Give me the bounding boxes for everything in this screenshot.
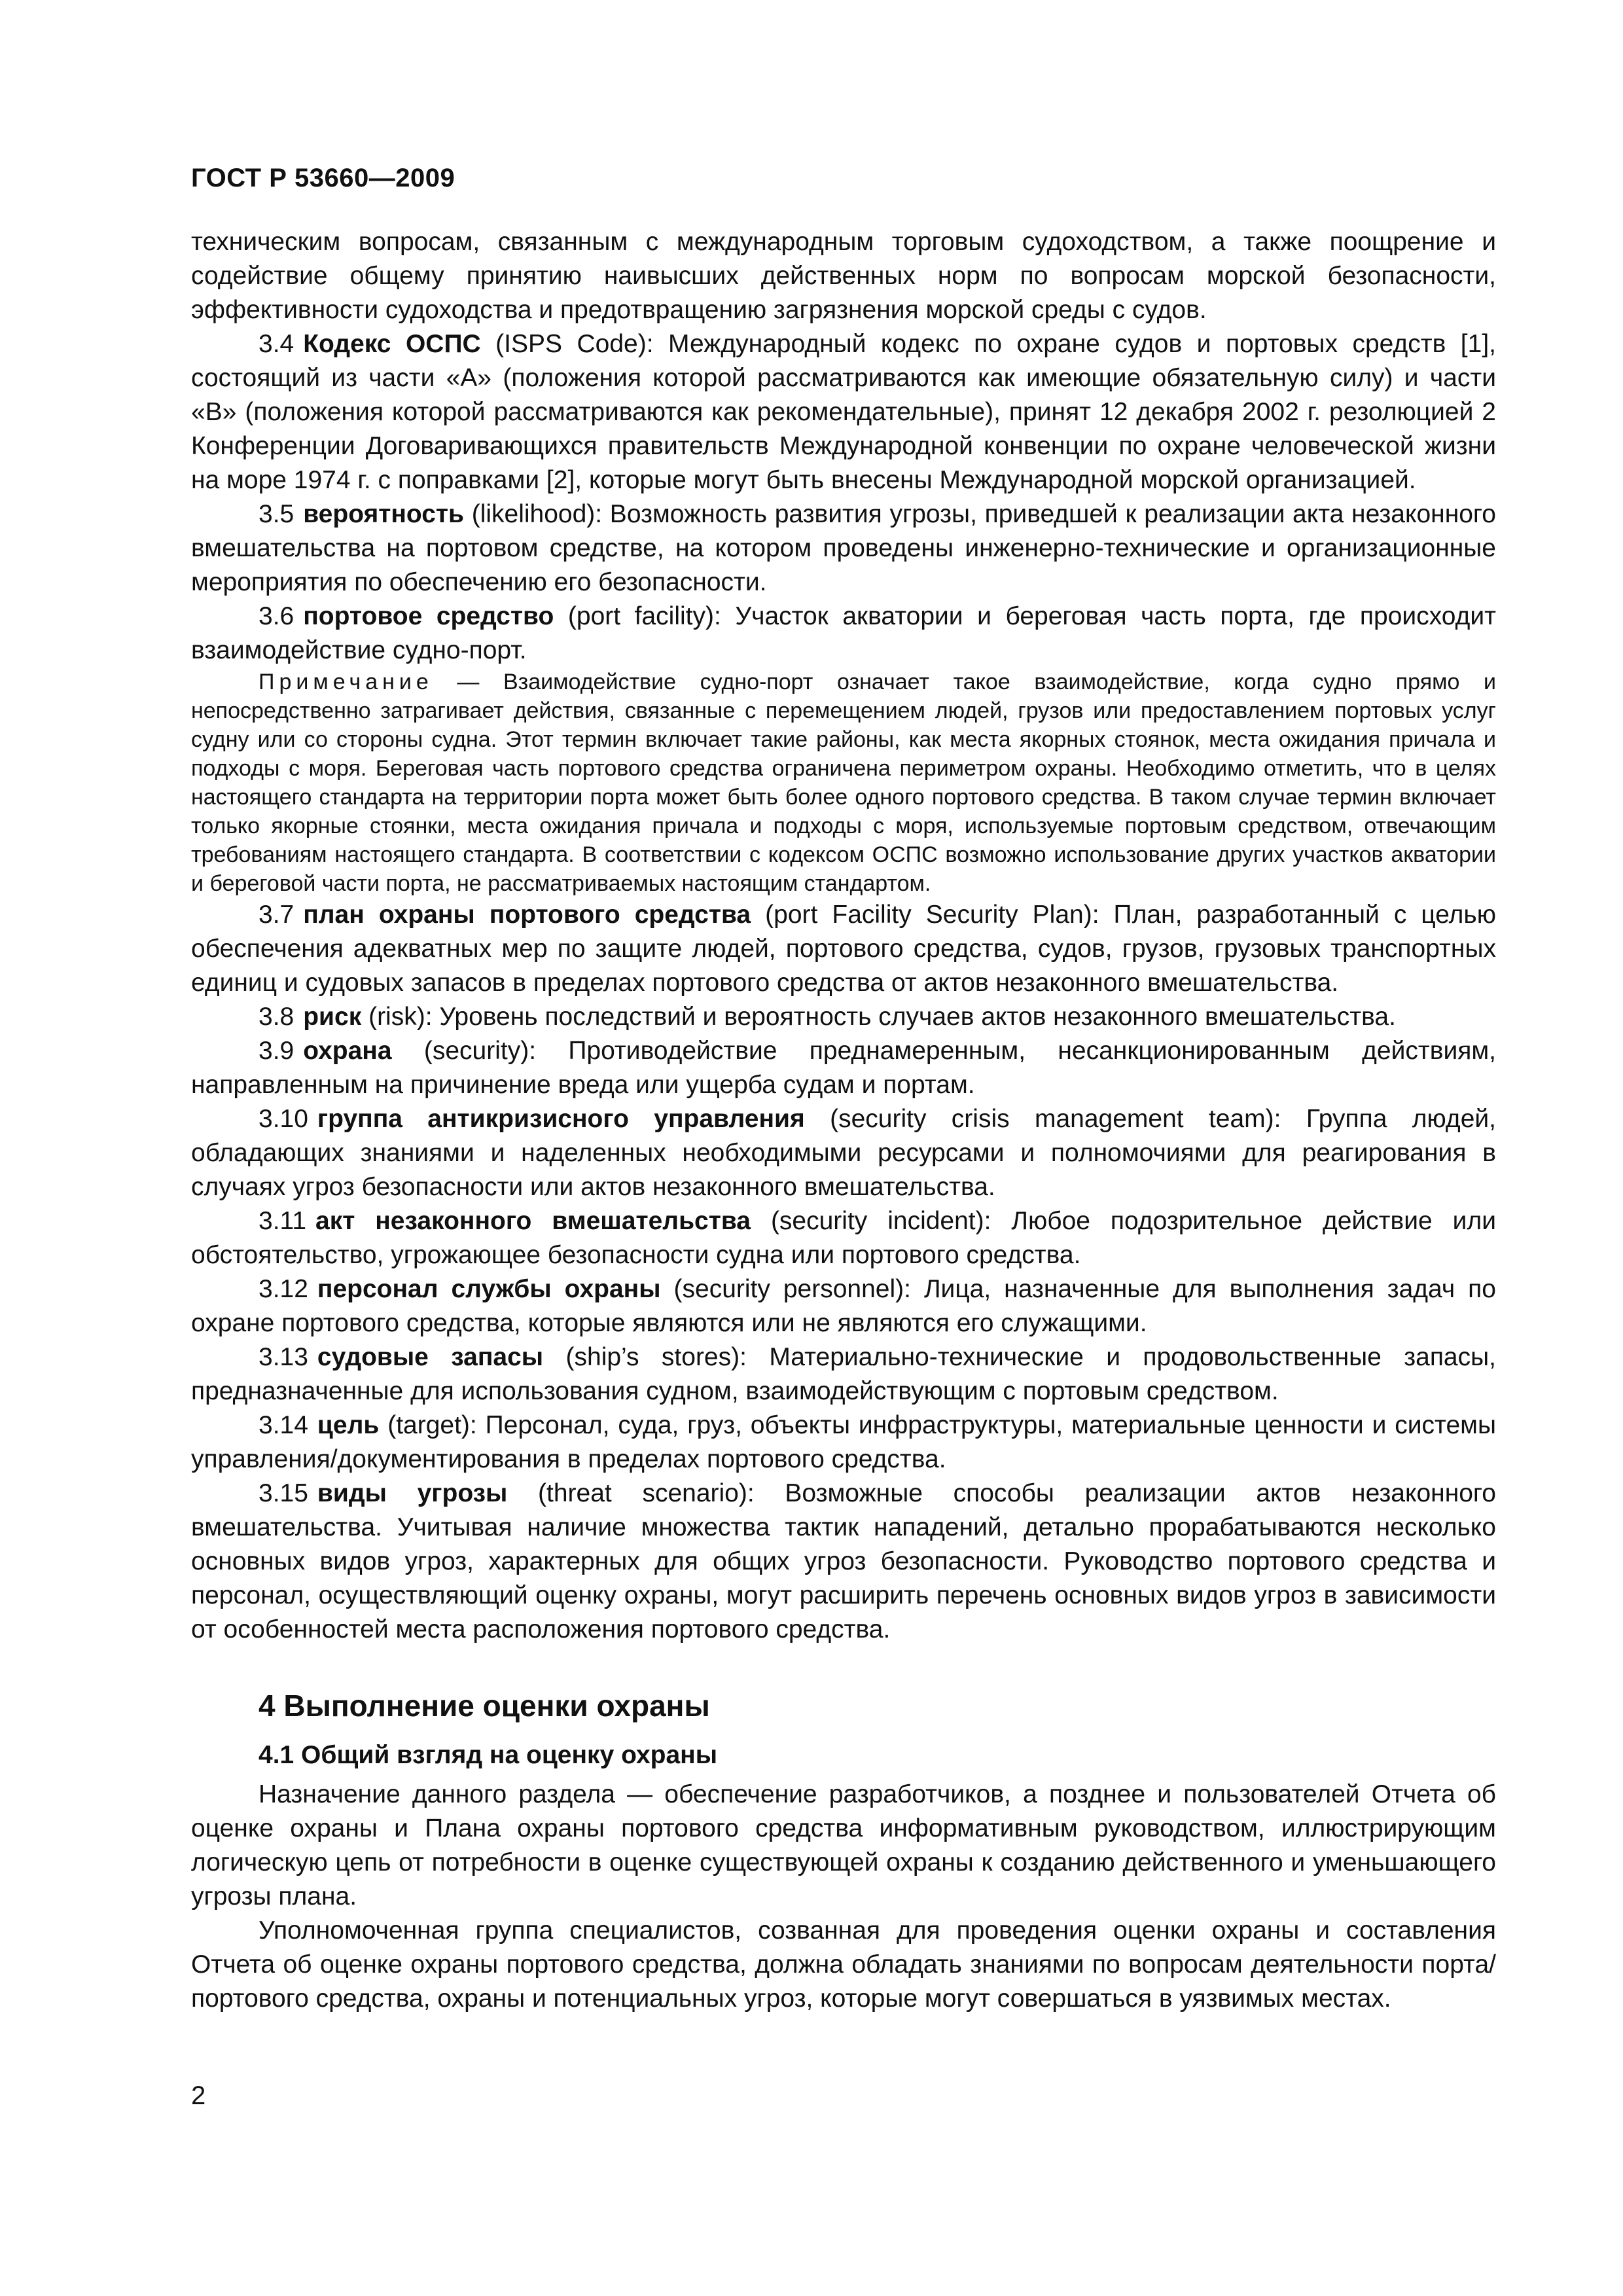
note-text: Взаимодействие судно-порт означает такое взаимодействие, когда судно прямо и непосредственно затрагивает действия, связанные с перемещением людей, грузов или предоставлением портовых услуг судну или со стороны судна. Этот термин включает такие районы, как места якорных стоянок, места ожидания причала и подходы с моря. Береговая часть портового средства ограничена периметром охраны. Необходимо отметить, что в целях настоящего стандарта на территории порта может быть более одного портового средства. В таком случае термин включает только якорные стоянки, места ожидания причала и подходы с моря, используемые портовым средством, отвечающим требованиям настоящего стандарта. В соответствии с кодексом ОСПС возможно использование других участков акватории и береговой части порта, не рассматриваемых настоящим стандартом. [191, 670, 1496, 896]
definition-number: 3.9 [259, 1037, 294, 1065]
definition-term: группа антикризисного управления [317, 1105, 805, 1133]
document-header: ГОСТ Р 53660—2009 [191, 164, 455, 192]
definition-number: 3.11 [259, 1207, 307, 1235]
definition-term: судовые запасы [317, 1343, 544, 1371]
definition-3-15 [191, 1477, 1496, 1647]
definition-number: 3.7 [259, 901, 294, 929]
page-content [191, 225, 1496, 2016]
definition-number: 3.10 [259, 1105, 308, 1133]
definition-number: 3.4 [259, 330, 294, 358]
definition-term: Кодекс ОСПС [303, 330, 481, 358]
definition-number: 3.8 [259, 1003, 294, 1031]
note-block [191, 668, 1496, 898]
intro-paragraph: техническим вопросам, связанным с международным торговым судоходством, а также поощрение и содействие общему принятию наивысших действенных норм по вопросам морской безопасности, эффективности судоходства и предотвращению загрязнения морской среды с судов. [191, 228, 1496, 324]
definition-term: акт незаконного вмешательства [315, 1207, 751, 1235]
definition-text: (security): Противодействие преднамеренным, несанкционированным действиям, направленным на причинение вреда или ущерба судам и портам. [191, 1037, 1496, 1099]
definition-3-10 [191, 1102, 1496, 1204]
definition-3-12 [191, 1272, 1496, 1340]
subsection-heading: 4.1 Общий взгляд на оценку охраны [259, 1741, 718, 1769]
section-heading: 4 Выполнение оценки охраны [259, 1689, 710, 1723]
note-separator: — [433, 670, 503, 694]
definition-text: (security incident): Любое подозрительное действие или обстоятельство, угрожающее безопасности судна или портового средства. [191, 1207, 1496, 1269]
definition-3-7 [191, 898, 1496, 1000]
definition-term: цель [317, 1411, 380, 1439]
definition-text: (port Facility Security Plan): План, разработанный с целью обеспечения адекватных мер по защите людей, портового средства, судов, грузов, грузовых транспортных единиц и судовых запасов в пределах портового средства от актов незаконного вмешательства. [191, 901, 1496, 997]
definition-number: 3.14 [259, 1411, 308, 1439]
definition-3-8 [191, 1000, 1496, 1034]
definition-text: (security crisis management team): Группа людей, обладающих знаниями и наделенных необходимыми ресурсами и полномочиями для реагирования в случаях угроз безопасности или актов незаконного вмешательства. [191, 1105, 1496, 1201]
definition-term: персонал службы охраны [317, 1275, 661, 1303]
definition-number: 3.13 [259, 1343, 308, 1371]
definition-3-11 [191, 1204, 1496, 1272]
definition-text: (ship’s stores): Материально-технические и продовольственные запасы, предназначенные для использования судном, взаимодействующим с портовым средством. [191, 1343, 1496, 1405]
definition-3-13 [191, 1340, 1496, 1408]
definition-3-6 [191, 600, 1496, 668]
definition-text: (risk): Уровень последствий и вероятность случаев актов незаконного вмешательства. [368, 1003, 1396, 1031]
definition-number: 3.15 [259, 1479, 308, 1507]
definition-number: 3.6 [259, 602, 294, 630]
body-paragraph: Назначение данного раздела — обеспечение разработчиков, а позднее и пользователей Отчета об оценке охраны и Плана охраны портового средства информативным руководством, иллюстрирующим логическую цепь от потребности в оценке существующей охраны к созданию действенного и уменьшающего угрозы плана. [191, 1780, 1496, 1910]
definition-term: портовое средство [303, 602, 554, 630]
definition-term: вероятность [303, 500, 464, 528]
definition-3-9 [191, 1034, 1496, 1102]
definition-number: 3.12 [259, 1275, 308, 1303]
note-label: Примечание [259, 670, 433, 694]
definition-term: план охраны портового средства [303, 901, 751, 929]
definition-text: (security personnel): Лица, назначенные для выполнения задач по охране портового средства, которые являются или не являются его служащими. [191, 1275, 1496, 1337]
definition-3-14 [191, 1408, 1496, 1477]
definition-text: (port facility): Участок акватории и береговая часть порта, где происходит взаимодействие судно-порт. [191, 602, 1496, 664]
body-paragraph: Уполномоченная группа специалистов, созванная для проведения оценки охраны и составления Отчета об оценке охраны портового средства, должна обладать знаниями по вопросам деятельности порта/портового средства, охраны и потенциальных угроз, которые могут совершаться в уязвимых местах. [191, 1916, 1496, 2013]
definition-text: (target): Персонал, суда, груз, объекты инфраструктуры, материальные ценности и системы управления/документирования в пределах портового средства. [191, 1411, 1496, 1473]
definition-text: (likelihood): Возможность развития угрозы, приведшей к реализации акта незаконного вмешательства на портовом средстве, на котором проведены инженерно-технические и организационные мероприятия по обеспечению его безопасности. [191, 500, 1496, 596]
definition-number: 3.5 [259, 500, 294, 528]
definition-term: охрана [303, 1037, 392, 1065]
definition-text: (ISPS Code): Международный кодекс по охране судов и портовых средств [1], состоящий из части «А» (положения которой рассматриваются как имеющие обязательную силу) и части «В» (положения которой рассматриваются как рекомендательные), принят 12 декабря 2002 г. резолюцией 2 Конференции Договаривающихся правительств Международной конвенции по охране человеческой жизни на море 1974 г. с поправками [2], которые могут быть внесены Международной морской организацией. [191, 330, 1496, 494]
definition-term: риск [303, 1003, 362, 1031]
page-number: 2 [191, 2081, 206, 2110]
definition-3-4 [191, 327, 1496, 497]
definition-term: виды угрозы [317, 1479, 508, 1507]
definition-text: (threat scenario): Возможные способы реализации актов незаконного вмешательства. Учитывая наличие множества тактик нападений, детально прорабатываются несколько основных видов угроз, характерных для общих угроз безопасности. Руководство портового средства и персонал, осуществляющий оценку охраны, могут расширить перечень основных видов угроз в зависимости от особенностей места расположения портового средства. [191, 1479, 1496, 1643]
definition-3-5 [191, 497, 1496, 600]
